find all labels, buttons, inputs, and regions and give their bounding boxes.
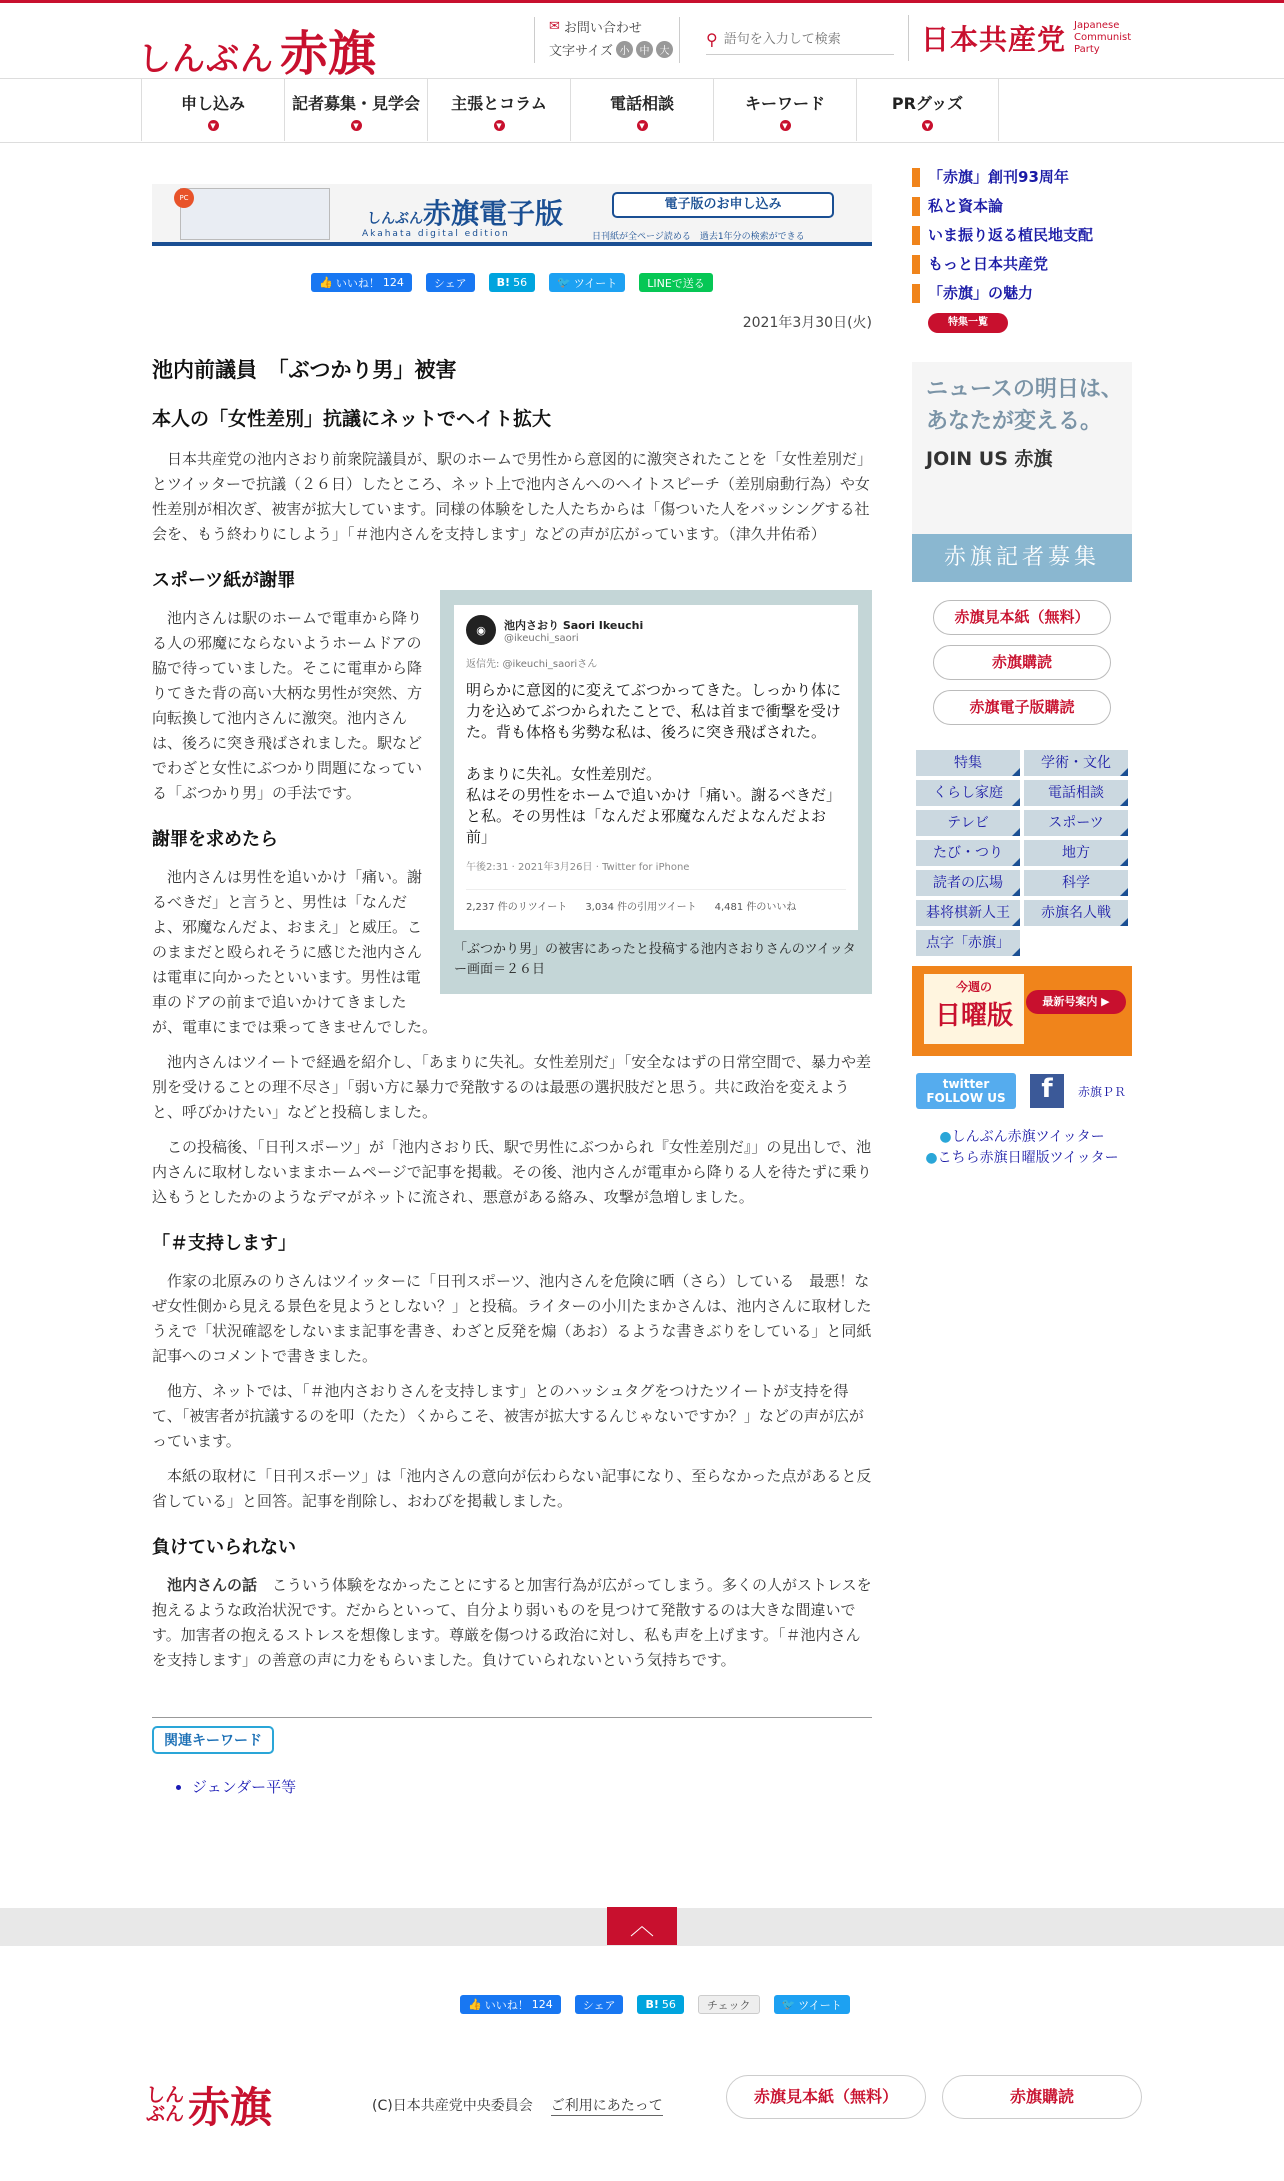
tweet-label: ツイート <box>573 276 618 290</box>
digital-subscribe-button[interactable]: 赤旗電子版購読 <box>933 690 1111 725</box>
article-subtitle: 本人の「女性差別」抗議にネットでヘイト拡大 <box>152 408 552 430</box>
sunday-small: 今週の <box>955 980 992 994</box>
tweet-stats <box>466 889 846 913</box>
section-heading: 負けていられない <box>152 1537 296 1558</box>
nav-label: 主張とコラム <box>451 94 547 113</box>
tweet-figure <box>440 590 872 994</box>
mail-icon: ✉ <box>549 19 560 34</box>
article-date: 2021年3月30日(火) <box>742 315 872 331</box>
feature-list-button[interactable]: 特集一覧 <box>928 313 1008 333</box>
category-link[interactable]: 読者の広場 <box>916 870 1020 896</box>
facebook-label[interactable]: 赤旗ＰＲ <box>1078 1084 1127 1099</box>
article-paragraph: 池内さんはツイートで経過を紹介し、「あまりに失礼。女性差別だ」「安全なはずの日常空間で、暴力や差別を受けることの理不尽さ」「弱い方に暴力で発散するのは最悪の選択肢だと思う。共に政治を変えようと、呼びかけたい」などと投稿しました。 <box>152 1053 871 1121</box>
font-size-small[interactable]: 小 <box>616 41 633 58</box>
article-paragraph: 池内さんは男性を追いかけ「痛い。謝るべきだ」と言うと、男性は「なんだよ、邪魔なんだよ、おまえ」と威圧。このままだと殴られそうに感じた池内さんは電車に向かったといいます。男性は電車のドアの前まで追いかけてきましたが、電車にまでは乗ってきませんでした。 <box>152 868 438 1036</box>
tweet-button[interactable] <box>774 1995 850 2014</box>
category-link[interactable]: 赤旗名人戦 <box>1024 900 1128 926</box>
share-bar <box>152 273 872 295</box>
twitter-bird-icon: 🐦 <box>557 276 571 289</box>
footer-subscribe-button[interactable]: 赤旗購読 <box>942 2075 1142 2119</box>
twitter-follow-button[interactable]: twitter FOLLOW US <box>916 1073 1016 1109</box>
tweet-screenshot <box>454 605 858 930</box>
party-en-line: Party <box>1074 44 1100 55</box>
category-link[interactable]: スポーツ <box>1024 810 1128 836</box>
retweet-count: 2,237 件のリツイート <box>466 902 568 913</box>
twitter-link[interactable]: ● しんぶん赤旗ツイッター <box>939 1129 1104 1145</box>
article-paragraph <box>152 1573 872 1673</box>
feature-link[interactable]: もっと日本共産党 <box>912 255 1132 274</box>
nav-label: 申し込み <box>180 94 245 113</box>
article-paragraph: 本紙の取材に「日刊スポーツ」は「池内さんの意向が伝わらない記事になり、至らなかった点があると反省している」と回答。記事を削除し、おわびを掲載しました。 <box>152 1467 872 1510</box>
divider <box>152 1717 872 1718</box>
contact-link[interactable] <box>549 17 679 36</box>
nav-label: 電話相談 <box>609 94 674 113</box>
sunday-edition-banner[interactable] <box>912 966 1132 1056</box>
logo-kana-line: ぶん <box>146 2103 185 2125</box>
share-bar-bottom <box>460 1995 850 2014</box>
nav-item-keyword[interactable] <box>713 79 856 141</box>
avatar: ◉ <box>466 615 496 645</box>
contact-label: お問い合わせ <box>563 21 642 36</box>
category-link[interactable]: 点字「赤旗」 <box>916 930 1020 956</box>
tweet-text: 私はその男性をホームで追いかけ「痛い。謝るべきだ」と私。その男性は「なんだよ邪魔なんだよなんだよお前」 <box>466 786 842 846</box>
pc-badge: PC <box>174 188 194 208</box>
recruit-line: あなたが変える。 <box>926 409 1103 434</box>
tweet-text: 明らかに意図的に変えてぶつかってきた。しっかり体に力を込めてぶつかられたことで、私は首まで衝撃を受けた。背も体格も劣勢な私は、後ろに突き飛ばされた。 <box>466 681 842 741</box>
party-en-line: Communist <box>1074 32 1132 43</box>
terms-link[interactable]: ご利用にあたって <box>551 2095 663 2116</box>
feature-link[interactable]: 「赤旗」の魅力 <box>912 284 1132 303</box>
jcp-logo[interactable] <box>908 15 1131 61</box>
recruit-join: JOIN US 赤旗 <box>926 448 1053 470</box>
quote-speaker: 池内さんの話 <box>167 1576 258 1594</box>
logo-kana: しんぶん <box>138 39 274 78</box>
category-link[interactable]: 電話相談 <box>1024 780 1128 806</box>
twitter-links <box>912 1127 1132 1169</box>
footer-logo-kana <box>146 2086 184 2124</box>
article-paragraph: 他方、ネットでは、「＃池内さおりさんを支持します」とのハッシュタグをつけたツイートが支持を得て、「被害者が抗議するのを叩（たた）くからこそ、被害が拡大するんじゃないですか？」などの声が広がっています。 <box>152 1382 864 1450</box>
article-paragraph: この投稿後、「日刊スポーツ」が「池内さおり氏、駅で男性にぶつかられ『女性差別だ』」の見出しで、池内さんに取材しないままホームページで記事を掲載。その後、池内さんが電車から降りる人を待たずに乗り込もうとしたかのようなデマがネットに流され、悪意がある絡み、攻撃が急増しました。 <box>152 1138 872 1206</box>
banner-feature: 過去1年分の検索ができる <box>699 232 805 242</box>
footer-logo-kanji: 赤旗 <box>188 2083 273 2132</box>
hatena-label: B! <box>496 276 511 289</box>
hatena-count: 56 <box>513 276 528 289</box>
sample-paper-button[interactable]: 赤旗見本紙（無料） <box>933 600 1111 635</box>
hatena-bookmark-button[interactable] <box>489 273 535 292</box>
like-label: いいね！ <box>335 276 380 290</box>
tweet-text: あまりに失礼。女性差別だ。 <box>466 765 662 783</box>
related-keyword-link[interactable]: • ジェンダー平等 <box>192 1776 872 1797</box>
nav-item-phone[interactable] <box>570 79 713 141</box>
category-link[interactable]: くらし家庭 <box>916 780 1020 806</box>
banner-title <box>367 192 563 232</box>
feature-link[interactable]: 「赤旗」創刊93周年 <box>912 168 1132 187</box>
twitter-link[interactable]: ● こちら赤旗日曜版ツイッター <box>925 1150 1118 1166</box>
tweet-reply-to: 返信先: @ikeuchi_saoriさん <box>466 659 598 670</box>
article-paragraph: 作家の北原みのりさんはツイッターに「日刊スポーツ、池内さんを危険に晒（さら）している 最悪！なぜ女性側から見える景色を見ようとしない？」と投稿。ライターの小川たまかさんは、池内さんに取材したうえで「状況確認をしないまま記事を書き、わざと反発を煽（あお）るような書きぶりをしている」と同紙記事へのコメントで書きました。 <box>152 1272 872 1365</box>
social-links <box>912 1073 1132 1109</box>
category-link[interactable]: たび・つり <box>916 840 1020 866</box>
quote-count: 3,034 件の引用ツイート <box>585 902 697 913</box>
font-size-medium[interactable]: 中 <box>636 41 653 58</box>
facebook-like-button[interactable] <box>460 1995 561 2014</box>
tweet-label: ツイート <box>798 1998 842 2012</box>
category-link[interactable]: 科学 <box>1024 870 1128 896</box>
figure-caption: 「ぶつかり男」の被害にあったと投稿する池内さおりさんのツイッター画面＝２６日 <box>454 942 856 977</box>
like-count: 124 <box>382 276 404 289</box>
hatena-label: B! <box>645 1998 659 2011</box>
header-utilities <box>534 17 680 63</box>
facebook-icon[interactable]: f <box>1030 1074 1064 1108</box>
logo-kana-line: しん <box>146 2084 185 2106</box>
tweet-like-count: 4,481 件のいいね <box>714 902 797 913</box>
category-link[interactable]: テレビ <box>916 810 1020 836</box>
copyright: (C)日本共産党中央委員会 <box>372 2098 533 2114</box>
party-name-en <box>1074 20 1131 56</box>
party-en-line: Japanese <box>1074 20 1120 31</box>
thumbs-up-icon: 👍 <box>319 276 333 289</box>
chevron-down-icon: ▼ <box>494 120 505 131</box>
site-footer <box>0 2065 1284 2132</box>
feature-links <box>912 168 1132 303</box>
banner-subtitle: Akahata digital edition <box>362 229 510 239</box>
banner-features <box>592 229 805 242</box>
quote-text: こういう体験をなかったことにすると加害行為が広がってしまう。多くの人がストレスを抱えるような政治状況です。だからといって、自分より弱いものを見つけて発散するのは大きな間違いです。加害者の抱えるストレスを想像します。尊厳を傷つける政治に対し、私も声を上げます。「＃池内さんを支持します」の善意の声に力をもらいました。負けていられないという気持ちです。 <box>152 1576 872 1669</box>
nav-label: 記者募集・見学会 <box>291 94 420 113</box>
site-logo[interactable] <box>138 15 376 84</box>
nav-item-recruit[interactable] <box>284 79 427 141</box>
banner-feature: 日刊紙が全ページ読める <box>592 232 691 242</box>
recruit-line: ニュースの明日は、 <box>926 377 1123 402</box>
hatena-bookmark-button[interactable] <box>637 1995 683 2014</box>
chevron-down-icon: ▼ <box>922 120 933 131</box>
feature-link[interactable]: いま振り返る植民地支配 <box>912 226 1132 245</box>
sidebar <box>912 168 1132 1169</box>
related-keywords-list <box>192 1776 872 1797</box>
search-icon[interactable]: ⚲ <box>706 30 718 49</box>
footer-copy <box>372 2095 663 2116</box>
category-link[interactable]: 碁将棋新人王 <box>916 900 1020 926</box>
logo-kanji: 赤旗 <box>280 26 377 82</box>
party-name-jp: 日本共産党 <box>921 23 1067 56</box>
reporter-recruit-banner[interactable] <box>912 362 1132 582</box>
recruit-button: 赤旗記者募集 <box>912 534 1132 582</box>
sunday-title: 日曜版 <box>934 1001 1013 1031</box>
subscribe-button[interactable]: 赤旗購読 <box>933 645 1111 680</box>
subscribe-buttons <box>912 600 1132 725</box>
related-keywords-label: 関連キーワード <box>152 1726 274 1754</box>
digital-edition-banner[interactable] <box>152 184 872 246</box>
tweet-time: 午後2:31 · 2021年3月26日 · Twitter for iPhone <box>466 862 690 873</box>
like-count: 124 <box>531 1998 553 2011</box>
category-link[interactable]: 特集 <box>916 750 1020 776</box>
article-main <box>152 184 872 1797</box>
chevron-down-icon: ▼ <box>208 120 219 131</box>
nav-label: キーワード <box>744 94 825 113</box>
hatena-count: 56 <box>661 1998 676 2011</box>
feature-link[interactable]: 私と資本論 <box>912 197 1132 216</box>
facebook-share-button[interactable]: シェア <box>575 1995 624 2014</box>
chevron-down-icon: ▼ <box>351 120 362 131</box>
tweet-header <box>466 615 846 645</box>
facebook-share-button[interactable]: シェア <box>426 273 475 292</box>
font-size-large[interactable]: 大 <box>656 41 673 58</box>
thumbs-up-icon: 👍 <box>468 1998 482 2011</box>
tweet-body <box>466 680 846 848</box>
sunday-edition-label <box>924 974 1024 1044</box>
line-share-button[interactable]: LINEで送る <box>639 273 713 292</box>
search-input[interactable] <box>724 32 884 47</box>
banner-title-small: しんぶん <box>367 211 423 227</box>
mixi-check-button[interactable]: チェック <box>698 1995 760 2014</box>
nav-item-pr-goods[interactable] <box>856 79 999 141</box>
like-label: いいね！ <box>484 1998 529 2012</box>
category-link[interactable]: 地方 <box>1024 840 1128 866</box>
back-to-top-button[interactable]: ︿ <box>607 1907 677 1945</box>
article-lead: 日本共産党の池内さおり前衆院議員が、駅のホームで男性から意図的に激突されたことを「女性差別だ」とツイッターで抗議（２６日）したところ、ネット上で池内さんへのヘイトスピーチ（差別扇動行為）や女性差別が相次ぎ、被害が拡大しています。同様の体験をした人たちからは「傷ついた人をバッシングする社会を、もう終わりにしよう」「＃池内さんを支持します」などの声が広がっています。（津久井佑希） <box>152 450 873 543</box>
search-box <box>706 25 894 55</box>
banner-title-main: 赤旗電子版 <box>423 197 564 230</box>
article-title: 池内前議員 「ぶつかり男」被害 <box>152 358 457 382</box>
device-screens-image <box>180 188 330 240</box>
nav-label: PRグッズ <box>891 94 964 113</box>
font-size-control <box>549 40 679 59</box>
main-nav <box>0 79 1284 143</box>
digital-apply-button[interactable]: 電子版のお申し込み <box>612 192 834 218</box>
footer-logo[interactable] <box>146 2075 272 2135</box>
footer-sample-button[interactable]: 赤旗見本紙（無料） <box>726 2075 926 2119</box>
latest-issue-button: 最新号案内 ▶ <box>1026 990 1126 1014</box>
article-paragraph: 池内さんは駅のホームで電車から降りる人の邪魔にならないようホームドアの脇で待っていました。そこに電車から降りてきた背の高い大柄な男性が突然、方向転換して池内さんに激突。池内さんは、後ろに突き飛ばされました。駅などでわざと女性にぶつかり問題になっている「ぶつかり男」の手法です。 <box>152 609 423 802</box>
category-grid <box>916 750 1132 956</box>
facebook-like-button[interactable] <box>311 273 412 292</box>
section-heading: 「＃支持します」 <box>152 1233 296 1254</box>
site-header <box>0 3 1284 82</box>
nav-item-subscribe[interactable] <box>141 79 284 141</box>
section-heading: 謝罪を求めたら <box>152 829 278 850</box>
recruit-headline <box>926 374 1123 438</box>
chevron-down-icon: ▼ <box>780 120 791 131</box>
tweet-author: 池内さおり Saori Ikeuchi <box>504 618 644 632</box>
font-size-label: 文字サイズ <box>549 44 613 59</box>
chevron-down-icon: ▼ <box>637 120 648 131</box>
section-heading: スポーツ紙が謝罪 <box>152 570 296 591</box>
category-link[interactable]: 学術・文化 <box>1024 750 1128 776</box>
twitter-bird-icon: 🐦 <box>781 1998 796 2011</box>
nav-item-opinion[interactable] <box>427 79 570 141</box>
tweet-button[interactable] <box>549 273 625 292</box>
tweet-handle: @ikeuchi_saori <box>504 632 579 644</box>
